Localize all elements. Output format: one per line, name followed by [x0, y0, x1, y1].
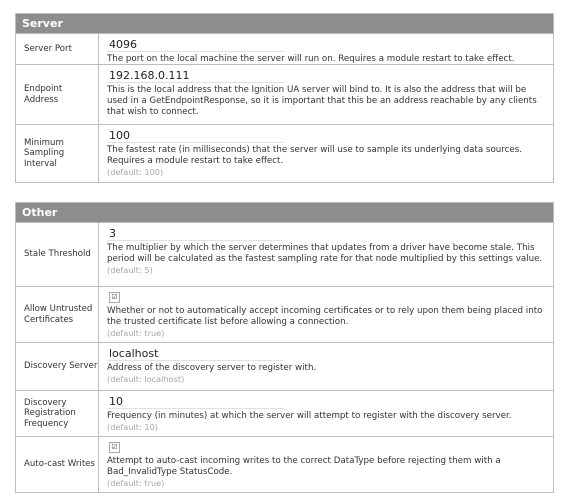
allow-untrusted-label: Allow Untrusted Certificates — [16, 287, 99, 342]
min-sampling-interval-default: (default: 100) — [107, 167, 164, 177]
discovery-frequency-label: Discovery Registration Frequency — [16, 391, 99, 436]
endpoint-address-input[interactable] — [107, 68, 284, 83]
server-section — [15, 13, 554, 183]
allow-untrusted-default: (default: true) — [107, 328, 165, 338]
min-sampling-interval-description: The fastest rate (in milliseconds) that the server will use to sample its underlying data sources. Requires a module restart to take effect. — [107, 145, 523, 166]
auto-cast-writes-description: Attempt to auto-cast incoming writes to the correct DataType before rejecting them with a Bad_InvalidType StatusCode. — [107, 456, 501, 477]
discovery-server-content — [99, 343, 553, 387]
discovery-frequency-row — [16, 391, 553, 437]
endpoint-address-row — [16, 65, 553, 125]
discovery-server-input[interactable] — [107, 346, 284, 361]
server-port-content — [99, 34, 553, 68]
server-port-description: The port on the local machine the server will run on. Requires a module restart to take effect. — [107, 54, 515, 64]
discovery-server-description: Address of the discovery server to register with. — [107, 363, 317, 373]
server-port-row — [16, 34, 553, 65]
allow-untrusted-description: Whether or not to automatically accept incoming certificates or to rely upon them being placed into the trusted certificate list before allowing a connection. — [107, 306, 543, 327]
min-sampling-interval-row — [16, 125, 553, 183]
allow-untrusted-checkbox[interactable]: ☑ — [109, 292, 120, 303]
endpoint-address-label: Endpoint Address — [16, 65, 99, 124]
stale-threshold-label: Stale Threshold — [16, 223, 99, 286]
other-section — [15, 202, 554, 493]
discovery-server-default: (default: localhost) — [107, 374, 185, 384]
discovery-server-label: Discovery Server — [16, 343, 99, 390]
other-section-header: Other — [16, 203, 553, 223]
endpoint-address-description: This is the local address that the Ignition UA server will bind to. It is also the address that will be used in a GetEndpointResponse, so it is important that this be an address reachable by any clients that wish to connect. — [107, 85, 537, 117]
allow-untrusted-content — [99, 287, 553, 341]
min-sampling-interval-label: Minimum Sampling Interval — [16, 125, 99, 182]
discovery-server-row — [16, 343, 553, 391]
discovery-frequency-input[interactable] — [107, 394, 284, 409]
allow-untrusted-row — [16, 287, 553, 343]
stale-threshold-row — [16, 223, 553, 287]
stale-threshold-default: (default: 5) — [107, 265, 153, 275]
discovery-frequency-default: (default: 10) — [107, 422, 158, 432]
server-section-header: Server — [16, 14, 553, 34]
discovery-frequency-description: Frequency (in minutes) at which the server will attempt to register with the discovery server. — [107, 411, 512, 421]
discovery-frequency-content — [99, 391, 553, 435]
min-sampling-interval-input[interactable] — [107, 128, 284, 143]
server-port-label: Server Port — [16, 34, 99, 64]
stale-threshold-description: The multiplier by which the server determines that updates from a driver have become stale. This period will be calculated as the fastest sampling rate for that node multiplied by this settings value. — [107, 243, 543, 264]
server-port-input[interactable] — [107, 37, 284, 52]
endpoint-address-content — [99, 65, 553, 121]
auto-cast-writes-row — [16, 437, 553, 493]
auto-cast-writes-checkbox[interactable]: ☑ — [109, 442, 120, 453]
auto-cast-writes-default: (default: true) — [107, 478, 165, 488]
stale-threshold-input[interactable] — [107, 226, 284, 241]
auto-cast-writes-label: Auto-cast Writes — [16, 437, 99, 492]
stale-threshold-content — [99, 223, 553, 278]
min-sampling-interval-content — [99, 125, 553, 180]
auto-cast-writes-content — [99, 437, 553, 491]
